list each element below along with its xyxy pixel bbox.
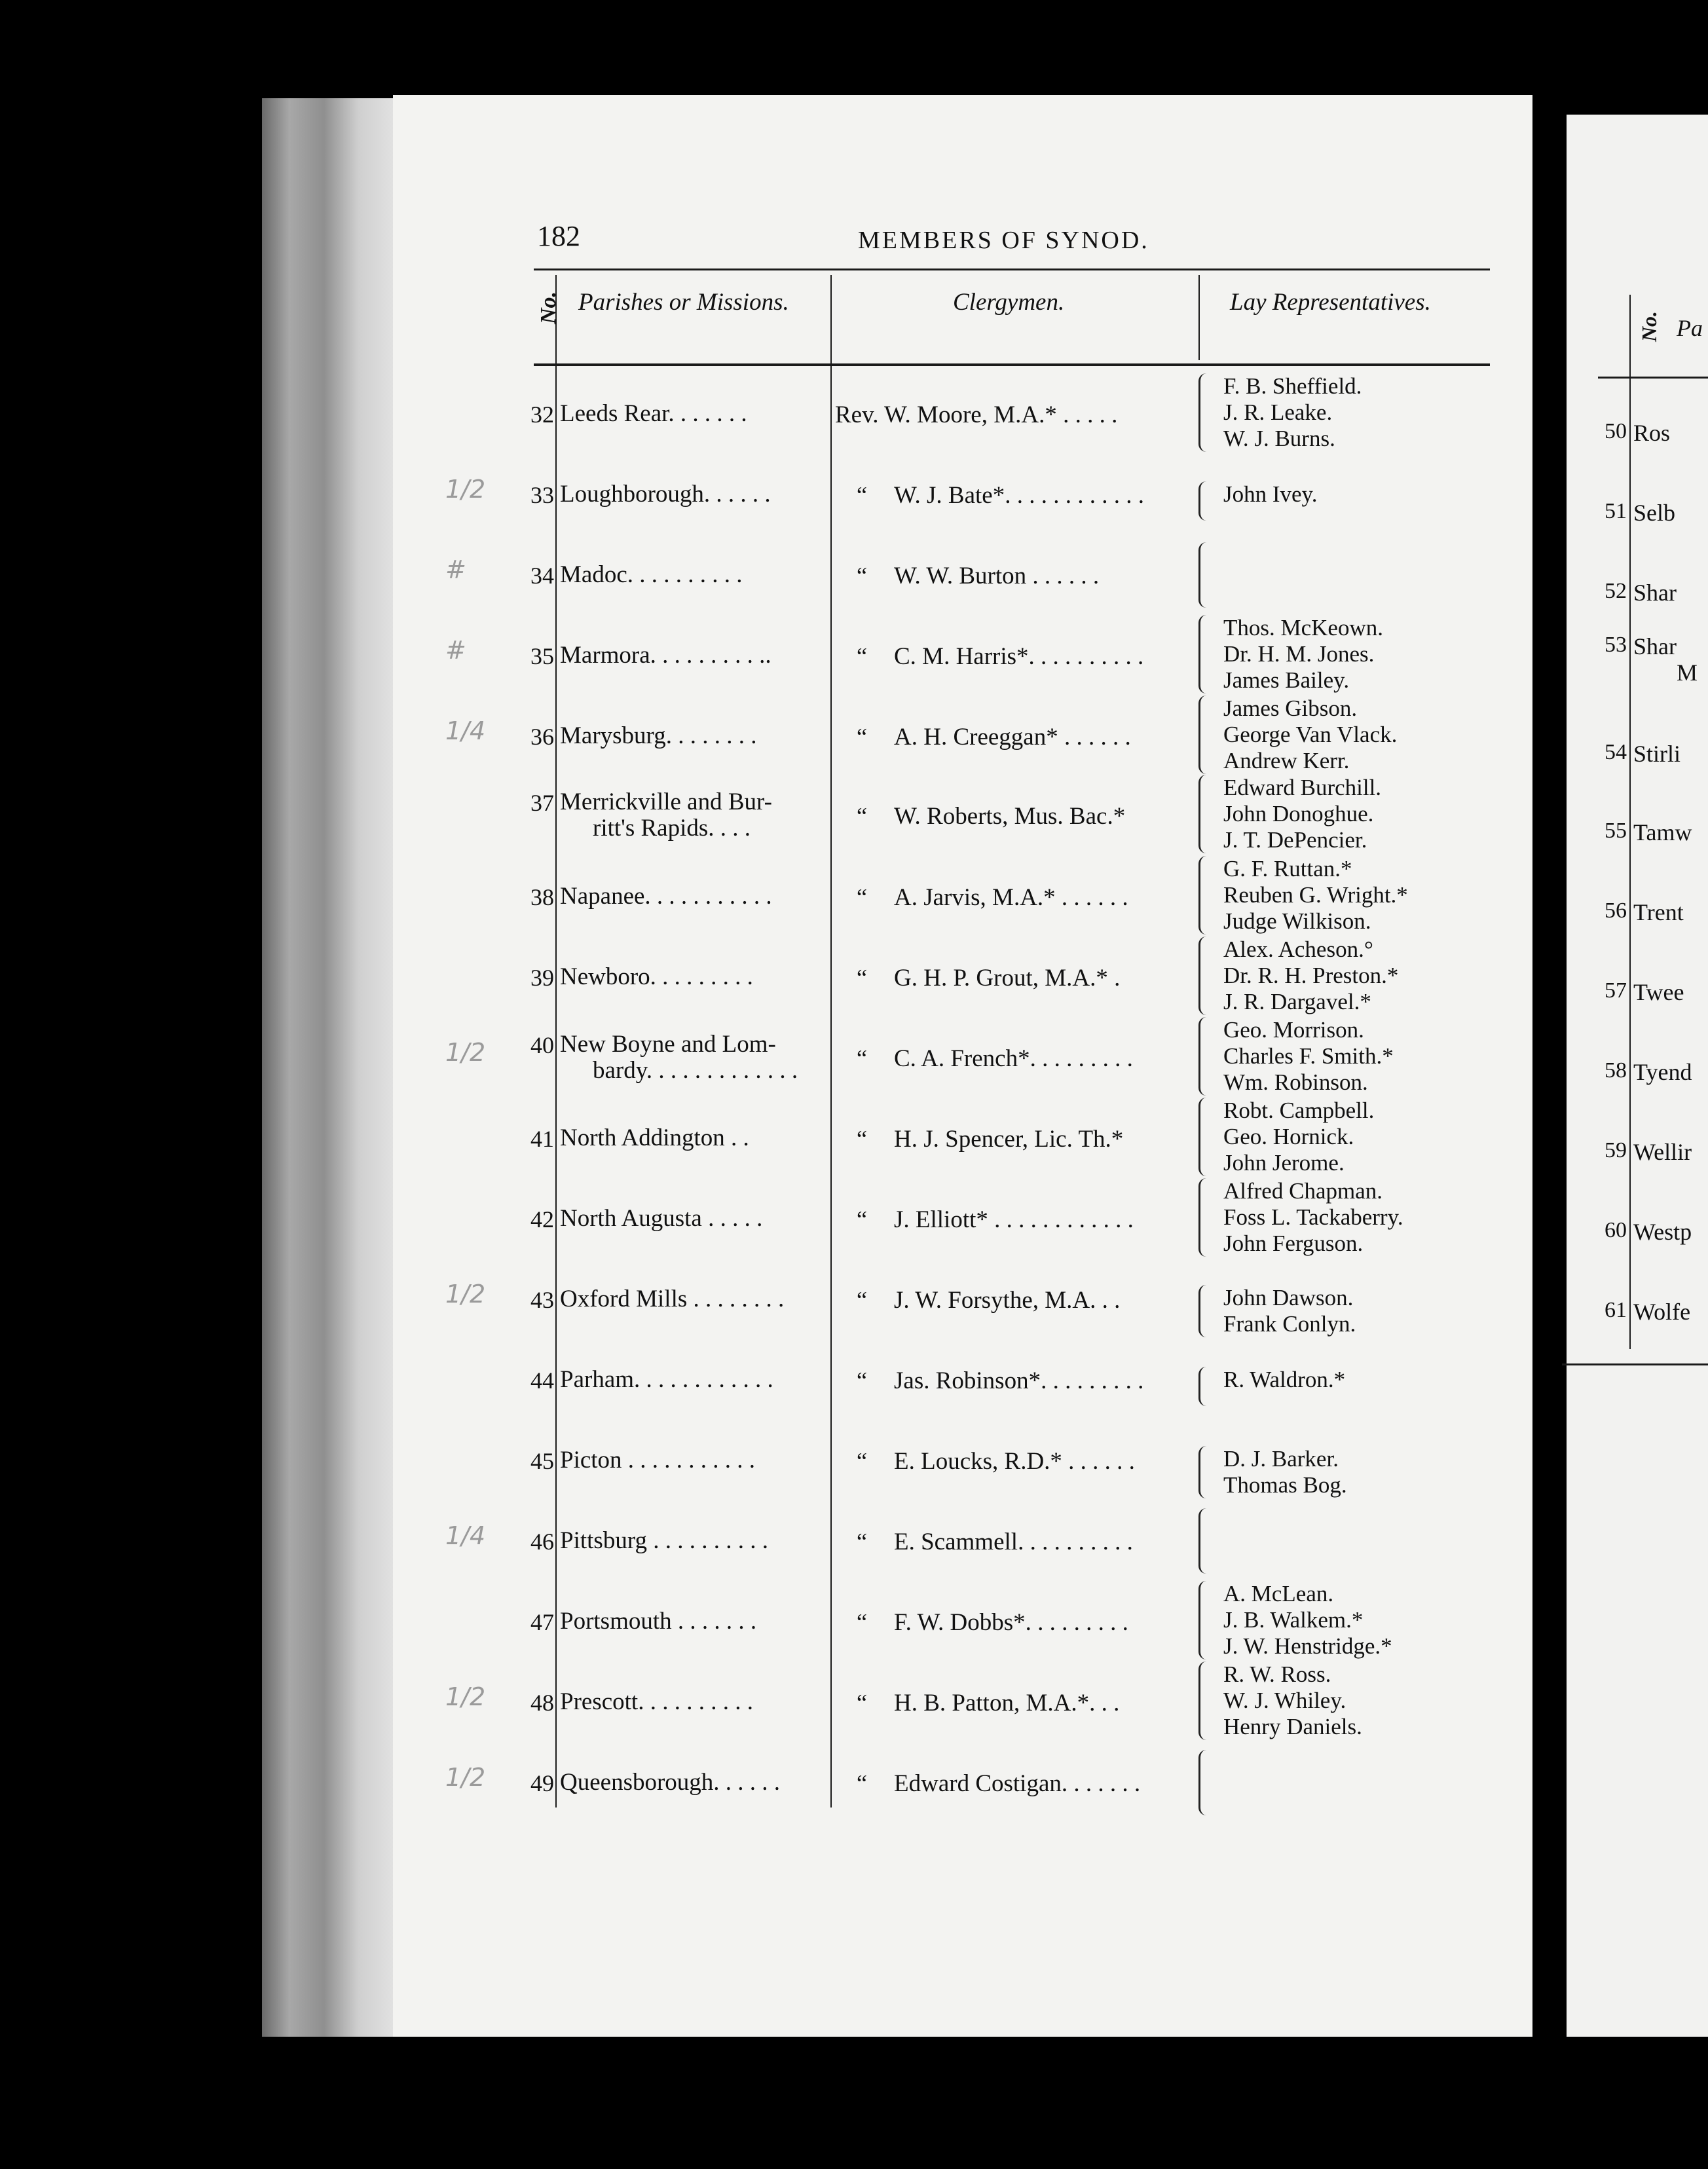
lay-representative: W. J. Whiley. — [1223, 1688, 1346, 1713]
lay-representative: Edward Burchill. — [1223, 775, 1382, 800]
lay-representative: Geo. Hornick. — [1223, 1124, 1354, 1149]
entry-number: 34 — [530, 563, 554, 589]
lay-representative: Geo. Morrison. — [1223, 1017, 1364, 1043]
parish-name: Merrickville and Bur- — [560, 788, 772, 815]
clergyman-name: W. Roberts, Mus. Bac.* — [894, 803, 1126, 830]
running-head — [537, 219, 1487, 259]
ditto-mark: “ — [857, 1126, 867, 1152]
lay-representative: W. J. Burns. — [1223, 426, 1335, 451]
clergyman-name: G. H. P. Grout, M.A.* . — [894, 965, 1121, 992]
parish-name: North Augusta . . . . . — [560, 1205, 763, 1232]
lay-representative: James Gibson. — [1223, 695, 1358, 721]
lay-representative: John Donoghue. — [1223, 801, 1374, 826]
lay-representative: J. R. Dargavel.* — [1223, 989, 1371, 1014]
ditto-mark: “ — [857, 724, 867, 750]
parish-name: ritt's Rapids. . . . — [593, 815, 751, 842]
lay-brace — [1198, 1508, 1215, 1574]
ditto-mark: “ — [857, 643, 867, 669]
lay-brace — [1198, 1098, 1215, 1176]
lay-brace — [1198, 615, 1215, 694]
right-parish-name: Tamw — [1633, 819, 1692, 845]
clergyman-name: E. Scammell. . . . . . . . . . — [894, 1529, 1133, 1555]
right-parish-name: Wolfe — [1633, 1299, 1691, 1325]
margin-annotation: 1/2 — [445, 1038, 486, 1067]
ditto-mark: “ — [857, 1206, 867, 1233]
margin-annotation: # — [445, 555, 466, 584]
ditto-mark: “ — [857, 1609, 867, 1635]
lay-representative: James Bailey. — [1223, 667, 1350, 693]
lay-representative: J. R. Leake. — [1223, 399, 1333, 425]
ditto-mark: “ — [857, 1690, 867, 1716]
right-entry-number: 57 — [1605, 978, 1627, 1003]
lay-brace — [1198, 1581, 1215, 1659]
ditto-mark: “ — [857, 803, 867, 829]
column-divider-no — [555, 275, 557, 1808]
right-entry-number: 50 — [1605, 419, 1627, 443]
right-entry-number: 53 — [1605, 633, 1627, 657]
right-entry-number: 51 — [1605, 499, 1627, 523]
lay-representative: Wm. Robinson. — [1223, 1069, 1368, 1095]
clergyman-name: A. H. Creeggan* . . . . . . — [894, 724, 1131, 751]
right-entry-number: 52 — [1605, 579, 1627, 603]
parish-name: bardy. . . . . . . . . . . . . — [593, 1057, 798, 1084]
lay-representative: John Dawson. — [1223, 1285, 1354, 1310]
lay-representative: Alex. Acheson.° — [1223, 936, 1373, 962]
ditto-mark: “ — [857, 563, 867, 589]
lay-representative: Foss L. Tackaberry. — [1223, 1204, 1403, 1230]
clergyman-name: Rev. W. Moore, M.A.* . . . . . — [835, 401, 1118, 428]
right-page-bottom-rule — [1562, 1363, 1708, 1365]
entry-number: 33 — [530, 482, 554, 508]
lay-representative: J. W. Henstridge.* — [1223, 1633, 1392, 1659]
entry-number: 37 — [530, 790, 554, 816]
lay-representative: John Jerome. — [1223, 1150, 1345, 1176]
lay-representative: R. Waldron.* — [1223, 1367, 1346, 1392]
entry-number: 36 — [530, 724, 554, 750]
margin-annotation: 1/2 — [445, 475, 486, 504]
lay-brace — [1198, 481, 1215, 521]
entry-number: 39 — [530, 965, 554, 991]
column-divider-clergy — [1198, 275, 1200, 360]
ditto-mark: “ — [857, 1045, 867, 1071]
lay-brace — [1198, 1661, 1215, 1740]
top-rule — [534, 269, 1490, 270]
ditto-mark: “ — [857, 482, 867, 508]
column-header-parishes: Parishes or Missions. — [578, 289, 789, 316]
right-parish-name: Twee — [1633, 979, 1684, 1005]
clergyman-name: Edward Costigan. . . . . . . — [894, 1770, 1141, 1797]
lay-representative: George Van Vlack. — [1223, 722, 1398, 747]
lay-brace — [1198, 542, 1215, 608]
lay-brace — [1198, 1178, 1215, 1257]
entry-number: 48 — [530, 1690, 554, 1716]
lay-representative: Charles F. Smith.* — [1223, 1043, 1394, 1069]
lay-brace — [1198, 373, 1215, 452]
parish-name: Prescott. . . . . . . . . . — [560, 1688, 753, 1715]
lay-representative: Alfred Chapman. — [1223, 1178, 1383, 1204]
entry-number: 40 — [530, 1032, 554, 1058]
parish-name: Madoc. . . . . . . . . . — [560, 561, 743, 588]
parish-name: Marmora. . . . . . . . . .. — [560, 642, 771, 669]
right-parish-name: M — [1677, 659, 1698, 686]
parish-name: Portsmouth . . . . . . . — [560, 1608, 757, 1635]
lay-brace — [1198, 1285, 1215, 1337]
parish-name: North Addington . . — [560, 1124, 749, 1151]
right-entry-number: 58 — [1605, 1058, 1627, 1083]
entry-number: 32 — [530, 401, 554, 428]
entry-number: 46 — [530, 1529, 554, 1555]
clergyman-name: E. Loucks, R.D.* . . . . . . — [894, 1448, 1135, 1475]
right-entry-number: 54 — [1605, 740, 1627, 764]
clergyman-name: J. W. Forsythe, M.A. . . — [894, 1287, 1121, 1314]
right-entry-number: 60 — [1605, 1218, 1627, 1242]
lay-representative: G. F. Ruttan.* — [1223, 856, 1352, 881]
lay-brace — [1198, 936, 1215, 1015]
ditto-mark: “ — [857, 1448, 867, 1474]
page-number: 182 — [537, 220, 580, 252]
column-header-no: No. — [536, 291, 561, 325]
lay-representative: Andrew Kerr. — [1223, 748, 1350, 773]
lay-representative: F. B. Sheffield. — [1223, 373, 1362, 399]
right-parish-name: Westp — [1633, 1219, 1692, 1245]
lay-representative: Frank Conlyn. — [1223, 1311, 1356, 1337]
right-parish-name: Wellir — [1633, 1139, 1692, 1165]
margin-annotation: 1/2 — [445, 1280, 486, 1308]
margin-annotation: 1/2 — [445, 1763, 486, 1792]
lay-representative: Henry Daniels. — [1223, 1714, 1362, 1739]
margin-annotation: 1/4 — [445, 716, 486, 745]
parish-name: Queensborough. . . . . . — [560, 1769, 781, 1796]
right-entry-number: 55 — [1605, 819, 1627, 843]
right-parish-name: Stirli — [1633, 741, 1681, 767]
clergyman-name: C. A. French*. . . . . . . . . — [894, 1045, 1133, 1072]
lay-representative: Thos. McKeown. — [1223, 615, 1383, 640]
ditto-mark: “ — [857, 1287, 867, 1313]
clergyman-name: Jas. Robinson*. . . . . . . . . — [894, 1367, 1144, 1394]
entry-number: 45 — [530, 1448, 554, 1474]
lay-brace — [1198, 1367, 1215, 1406]
parish-name: Marysburg. . . . . . . . — [560, 722, 757, 749]
lay-brace — [1198, 1446, 1215, 1498]
clergyman-name: F. W. Dobbs*. . . . . . . . . — [894, 1609, 1128, 1636]
entry-number: 41 — [530, 1126, 554, 1152]
right-parish-name: Shar — [1633, 633, 1677, 659]
lay-representative: Thomas Bog. — [1223, 1472, 1347, 1498]
lay-representative: Dr. H. M. Jones. — [1223, 641, 1375, 667]
margin-annotation: # — [445, 636, 466, 665]
clergyman-name: W. W. Burton . . . . . . — [894, 563, 1100, 589]
lay-representative: Dr. R. H. Preston.* — [1223, 963, 1399, 988]
lay-representative: Judge Wilkison. — [1223, 908, 1371, 934]
clergyman-name: C. M. Harris*. . . . . . . . . . — [894, 643, 1144, 670]
column-header-lay: Lay Representatives. — [1230, 289, 1431, 316]
ditto-mark: “ — [857, 1367, 867, 1394]
lay-representative: R. W. Ross. — [1223, 1661, 1331, 1687]
right-parish-name: Shar — [1633, 580, 1677, 606]
lay-representative: D. J. Barker. — [1223, 1446, 1339, 1472]
right-entry-number: 61 — [1605, 1298, 1627, 1322]
entry-number: 47 — [530, 1609, 554, 1635]
right-entry-number: 56 — [1605, 899, 1627, 923]
lay-representative: A. McLean. — [1223, 1581, 1334, 1606]
clergyman-name: H. B. Patton, M.A.*. . . — [894, 1690, 1120, 1716]
parish-name: Loughborough. . . . . . — [560, 481, 771, 508]
right-parish-name: Ros — [1633, 420, 1671, 446]
ditto-mark: “ — [857, 965, 867, 991]
parish-name: New Boyne and Lom- — [560, 1031, 776, 1058]
entry-number: 38 — [530, 884, 554, 910]
right-parish-name: Tyend — [1633, 1059, 1692, 1085]
right-page-divider — [1629, 295, 1631, 1349]
right-column-header-parishes: Pa — [1677, 315, 1703, 341]
book-page-edge — [262, 98, 399, 2037]
lay-brace — [1198, 856, 1215, 935]
right-page-rule — [1598, 377, 1708, 379]
lay-brace — [1198, 775, 1215, 853]
lay-representative: J. B. Walkem.* — [1223, 1607, 1364, 1633]
clergyman-name: H. J. Spencer, Lic. Th.* — [894, 1126, 1124, 1153]
parish-name: Pittsburg . . . . . . . . . . — [560, 1527, 768, 1554]
right-parish-name: Selb — [1633, 500, 1676, 526]
parish-name: Picton . . . . . . . . . . . — [560, 1447, 756, 1474]
clergyman-name: J. Elliott* . . . . . . . . . . . . — [894, 1206, 1134, 1233]
lay-representative: Robt. Campbell. — [1223, 1098, 1375, 1123]
ditto-mark: “ — [857, 1529, 867, 1555]
right-parish-name: Trent — [1633, 899, 1684, 925]
ditto-mark: “ — [857, 1770, 867, 1796]
entry-number: 44 — [530, 1367, 554, 1394]
entry-number: 43 — [530, 1287, 554, 1313]
lay-brace — [1198, 1750, 1215, 1815]
lay-brace — [1198, 1017, 1215, 1096]
header-rule — [534, 363, 1490, 366]
column-header-clergymen: Clergymen. — [953, 289, 1065, 316]
parish-name: Newboro. . . . . . . . . — [560, 963, 753, 990]
column-divider-parish — [830, 275, 832, 1808]
entry-number: 42 — [530, 1206, 554, 1233]
parish-name: Oxford Mills . . . . . . . . — [560, 1286, 785, 1312]
page-title: MEMBERS OF SYNOD. — [858, 227, 1149, 254]
parish-name: Parham. . . . . . . . . . . . — [560, 1366, 773, 1393]
parish-name: Napanee. . . . . . . . . . . — [560, 883, 772, 910]
lay-brace — [1198, 695, 1215, 774]
entry-number: 35 — [530, 643, 554, 669]
lay-representative: John Ferguson. — [1223, 1231, 1364, 1256]
entry-number: 49 — [530, 1770, 554, 1796]
right-column-header-no: No. — [1637, 310, 1662, 343]
lay-representative: Reuben G. Wright.* — [1223, 882, 1408, 908]
clergyman-name: A. Jarvis, M.A.* . . . . . . — [894, 884, 1128, 911]
parish-name: Leeds Rear. . . . . . . — [560, 400, 747, 427]
ditto-mark: “ — [857, 884, 867, 910]
margin-annotation: 1/2 — [445, 1682, 486, 1711]
right-entry-number: 59 — [1605, 1138, 1627, 1162]
clergyman-name: W. J. Bate*. . . . . . . . . . . . — [894, 482, 1144, 509]
lay-representative: J. T. DePencier. — [1223, 827, 1367, 853]
lay-representative: John Ivey. — [1223, 481, 1318, 507]
margin-annotation: 1/4 — [445, 1521, 486, 1550]
